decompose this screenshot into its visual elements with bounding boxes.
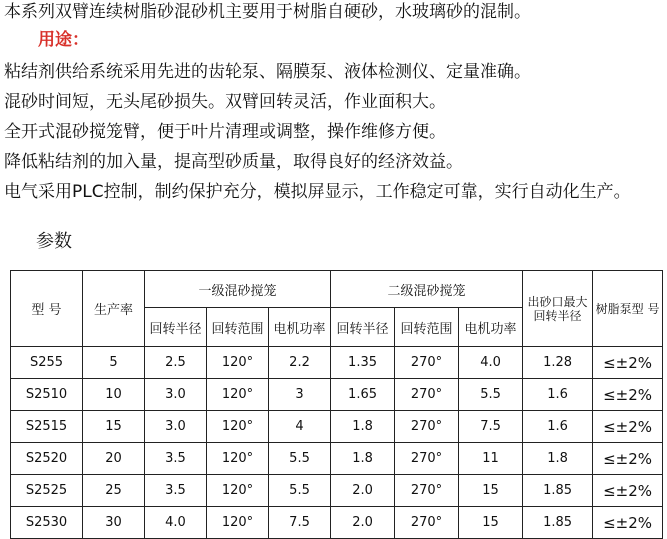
header-stage2-power: 电机功率	[459, 308, 523, 347]
table-cell: S2515	[11, 411, 83, 443]
table-cell: 270°	[395, 379, 459, 411]
table-cell: 120°	[207, 379, 269, 411]
table-cell: 30	[83, 507, 145, 539]
table-cell: 270°	[395, 507, 459, 539]
table-cell: 1.8	[523, 443, 593, 475]
table-cell: 1.35	[331, 347, 395, 379]
table-row	[11, 443, 663, 475]
params-table	[10, 270, 663, 539]
table-cell: 15	[459, 475, 523, 507]
table-cell: S255	[11, 347, 83, 379]
table-cell: 270°	[395, 475, 459, 507]
table-cell: 4.0	[459, 347, 523, 379]
table-cell: 2.5	[145, 347, 207, 379]
table-cell: 11	[459, 443, 523, 475]
table-cell: 270°	[395, 347, 459, 379]
table-cell: 2.2	[269, 347, 331, 379]
table-cell: ≤±2%	[593, 475, 663, 507]
table-cell: 120°	[207, 475, 269, 507]
table-cell: 3.0	[145, 379, 207, 411]
table-cell: 5	[83, 347, 145, 379]
table-cell: S2530	[11, 507, 83, 539]
table-cell: 1.8	[331, 411, 395, 443]
header-stage1-power: 电机功率	[269, 308, 331, 347]
header-stage1-radius: 回转半径	[145, 308, 207, 347]
header-stage2-range: 回转范围	[395, 308, 459, 347]
table-cell: ≤±2%	[593, 379, 663, 411]
table-cell: 3	[269, 379, 331, 411]
params-heading: 参数	[36, 231, 72, 252]
table-cell: 270°	[395, 443, 459, 475]
table-cell: 120°	[207, 347, 269, 379]
use-item: 全开式混砂搅笼臂，便于叶片清理或调整，操作维修方便。	[4, 122, 446, 142]
table-row	[11, 411, 663, 443]
table-cell: 120°	[207, 443, 269, 475]
table-cell: 7.5	[459, 411, 523, 443]
table-cell: 20	[83, 443, 145, 475]
use-item: 混砂时间短，无头尾砂损失。双臂回转灵活，作业面积大。	[4, 92, 446, 112]
table-cell: 1.85	[523, 475, 593, 507]
table-row	[11, 379, 663, 411]
table-cell: 5.5	[269, 475, 331, 507]
table-cell: 120°	[207, 507, 269, 539]
table-cell: ≤±2%	[593, 507, 663, 539]
header-outlet-radius: 出砂口最大回转半径	[523, 271, 593, 347]
table-cell: 1.6	[523, 379, 593, 411]
table-cell: 4.0	[145, 507, 207, 539]
table-cell: 10	[83, 379, 145, 411]
use-item: 降低粘结剂的加入量，提高型砂质量，取得良好的经济效益。	[4, 152, 463, 172]
header-stage2-radius: 回转半径	[331, 308, 395, 347]
table-cell: 1.6	[523, 411, 593, 443]
table-row	[11, 475, 663, 507]
header-stage1-range: 回转范围	[207, 308, 269, 347]
table-row	[11, 347, 663, 379]
table-cell: ≤±2%	[593, 411, 663, 443]
table-cell: 2.0	[331, 475, 395, 507]
intro-text: 本系列双臂连续树脂砂混砂机主要用于树脂自硬砂，水玻璃砂的混制。	[4, 2, 531, 22]
table-cell: 25	[83, 475, 145, 507]
table-cell: 3.0	[145, 411, 207, 443]
table-cell: 120°	[207, 411, 269, 443]
table-cell: 1.65	[331, 379, 395, 411]
header-stage2: 二级混砂搅笼	[331, 271, 523, 308]
table-cell: 1.85	[523, 507, 593, 539]
table-cell: 4	[269, 411, 331, 443]
header-resin-pump: 树脂泵型 号	[593, 271, 663, 347]
use-item: 粘结剂供给系统采用先进的齿轮泵、隔膜泵、液体检测仪、定量准确。	[4, 62, 531, 82]
table-cell: ≤±2%	[593, 443, 663, 475]
table-cell: 15	[83, 411, 145, 443]
use-item: 电气采用PLC控制，制约保护充分，模拟屏显示，工作稳定可靠，实行自动化生产。	[4, 182, 631, 202]
table-cell: 3.5	[145, 475, 207, 507]
table-cell: 7.5	[269, 507, 331, 539]
table-cell: 3.5	[145, 443, 207, 475]
table-cell: 5.5	[269, 443, 331, 475]
table-cell: 2.0	[331, 507, 395, 539]
table-cell: 1.8	[331, 443, 395, 475]
table-cell: 5.5	[459, 379, 523, 411]
header-model: 型 号	[11, 271, 83, 347]
table-cell: 1.28	[523, 347, 593, 379]
table-cell: 15	[459, 507, 523, 539]
table-row	[11, 507, 663, 539]
header-productivity: 生产率	[83, 271, 145, 347]
table-cell: S2510	[11, 379, 83, 411]
table-cell: S2520	[11, 443, 83, 475]
table-cell: S2525	[11, 475, 83, 507]
table-cell: ≤±2%	[593, 347, 663, 379]
table-cell: 270°	[395, 411, 459, 443]
params-table-body	[11, 347, 663, 539]
header-stage1: 一级混砂搅笼	[145, 271, 331, 308]
uses-heading: 用途：	[38, 30, 89, 50]
